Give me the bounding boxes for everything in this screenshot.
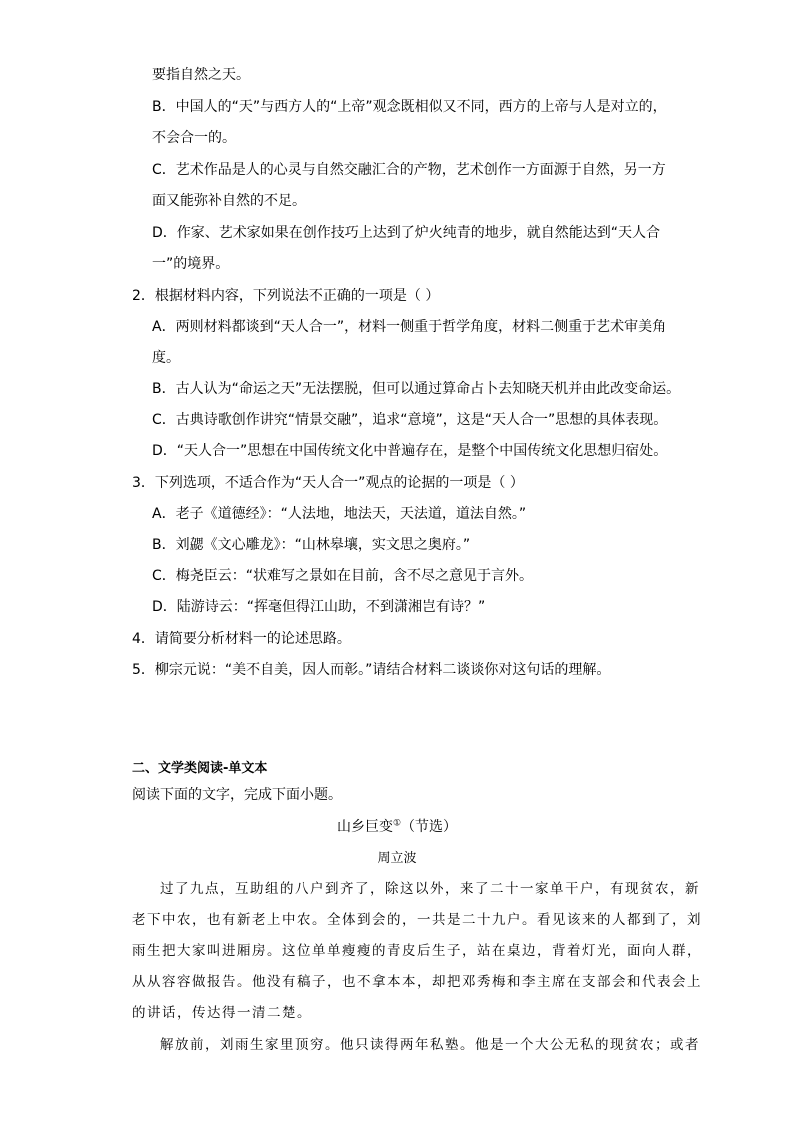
passage-paragraph-1-line-1: 过了九点，互助组的八户到齐了，除这以外，来了二十一家单干户，有现贫农，新 (160, 881, 700, 897)
q2-option-a-cont: 度。 (152, 350, 180, 366)
passage-author: 周立波 (377, 851, 417, 866)
q1-option-c: C．艺术作品是人的心灵与自然交融汇合的产物，艺术创作一方面源于自然，另一方 (152, 162, 666, 178)
q4-stem: 4．请简要分析材料一的论述思路。 (132, 631, 351, 647)
q2-stem: 2．根据材料内容，下列说法不正确的一项是（ ） (132, 288, 440, 304)
q3-option-c: C．梅尧臣云：“状难写之景如在目前，含不尽之意见于言外。 (152, 568, 534, 584)
q3-stem: 3．下列选项，不适合作为“天人合一”观点的论据的一项是（ ） (132, 475, 524, 491)
passage-paragraph-2-line-1: 解放前，刘雨生家里顶穷。他只读得两年私塾。他是一个大公无私的现贫农；或者 (160, 1037, 700, 1053)
footnote-marker: ① (392, 818, 402, 829)
passage-paragraph-1-line-4: 从从容容做报告。他没有稿子，也不拿本本，却把邓秀梅和李主席在支部会和代表会上 (132, 974, 702, 990)
q1-option-c-cont: 面又能弥补自然的不足。 (152, 193, 306, 209)
passage-paragraph-1-line-5: 的讲话，传达得一清二楚。 (132, 1005, 312, 1021)
q5-stem: 5．柳宗元说：“美不自美，因人而彰。”请结合材料二谈谈你对这句话的理解。 (132, 662, 611, 678)
passage-title-text: 山乡巨变 (336, 819, 393, 835)
q1-option-d: D．作家、艺术家如果在创作技巧上达到了炉火纯青的地步，就自然能达到“天人合 (152, 225, 661, 241)
section-intro: 阅读下面的文字，完成下面小题。 (132, 787, 342, 803)
passage-paragraph-1-line-2: 老下中农，也有新老上中农。全体到会的，一共是二十九户。看见该来的人都到了，刘 (132, 912, 702, 928)
section-heading: 二、文学类阅读-单文本 (132, 761, 268, 776)
q3-option-b: B．刘勰《文心雕龙》：“山林皋壤，实文思之奥府。” (152, 537, 471, 553)
passage-title (0, 818, 794, 836)
q2-option-a: A．两则材料都谈到“天人合一”，材料一侧重于哲学角度，材料二侧重于艺术审美角 (152, 319, 667, 335)
q2-option-d: D．“天人合一”思想在中国传统文化中普遍存在，是整个中国传统文化思想归宿处。 (152, 443, 668, 459)
passage-paragraph-1-line-3: 雨生把大家叫进厢房。这位单单瘦瘦的青皮后生子，站在桌边，背着灯光，面向人群， (132, 943, 702, 959)
q3-option-a: A．老子《道德经》：“人法地，地法天，天法道，道法自然。” (152, 506, 527, 522)
q1-option-b: B．中国人的“天”与西方人的“上帝”观念既相似又不同，西方的上帝与人是对立的， (152, 99, 667, 115)
q2-option-c: C．古典诗歌创作讲究“情景交融”，追求“意境”，这是“天人合一”思想的具体表现。 (152, 412, 668, 428)
q2-option-b: B．古人认为“命运之天”无法摆脱，但可以通过算命占卜去知晓天机并由此改变命运。 (152, 381, 681, 397)
q1-option-d-cont: 一”的境界。 (152, 256, 230, 272)
q1-option-a-tail: 要指自然之天。 (152, 67, 250, 83)
q1-option-b-cont: 不会合一的。 (152, 130, 236, 146)
passage-title-suffix: （节选） (401, 819, 458, 835)
q3-option-d: D．陆游诗云：“挥毫但得江山助，不到潇湘岂有诗？” (152, 599, 486, 615)
